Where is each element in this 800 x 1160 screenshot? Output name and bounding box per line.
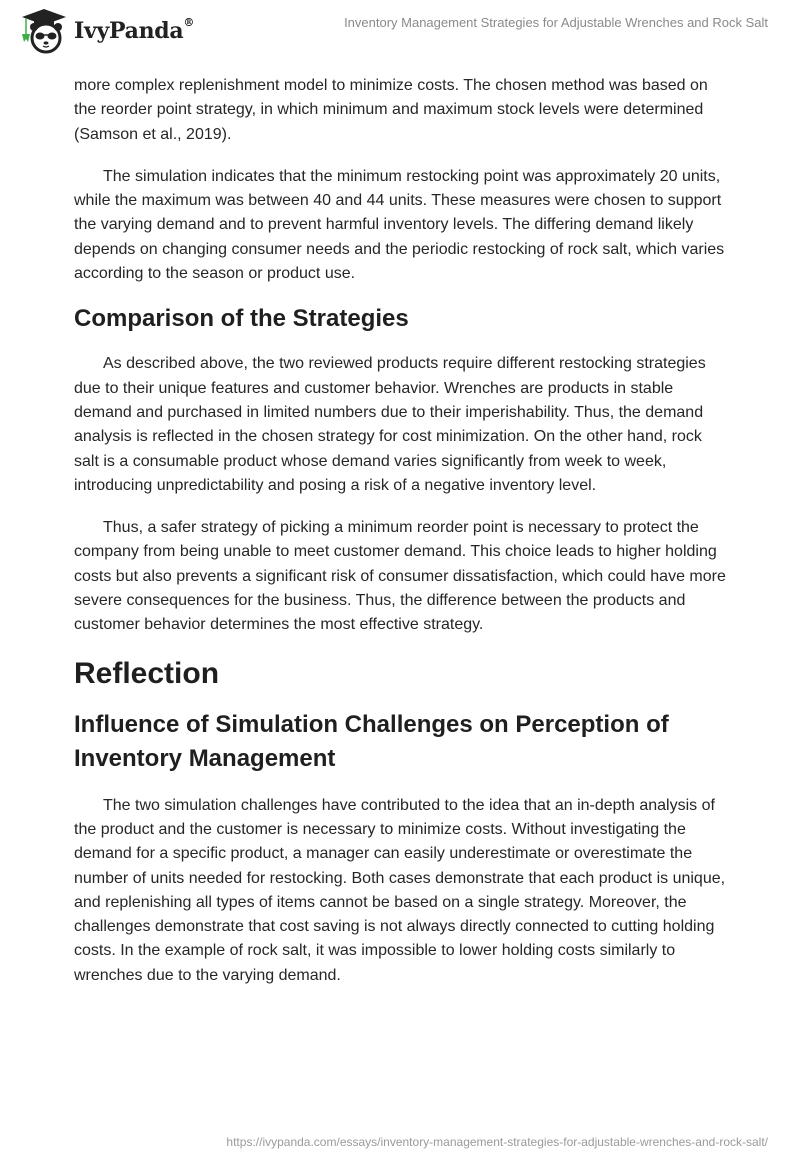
logo-name: IvyPanda [74,18,184,44]
registered-mark: ® [183,16,195,29]
paragraph-influence: The two simulation challenges have contributed to the idea that an in-depth analysis of the product and the customer is necessary to minimize costs. Without investigating the demand for a specific product, a manager can easily underestimate or overestimate the number of units needed for restocking. Both cases demonstrate that each product is unique, and replenishing all types of items cannot be based on a single strategy. Moreover, the challenges demonstrate that cost saving is not always directly connected to cutting holding costs. In the example of rock salt, it was impossible to lower holding costs similarly to wrenches due to the varying demand. [74,796,726,984]
paragraph-comparison-2: Thus, a safer strategy of picking a minimum reorder point is necessary to protect the company from being unable to meet customer demand. This choice leads to higher holding costs but also prevents a significant risk of consumer dissatisfaction, which could have more severe consequences for the business. Thus, the difference between the products and customer behavior determines the most effective strategy. [74,519,726,634]
document-title: Inventory Management Strategies for Adjustable Wrenches and Rock Salt [344,15,768,30]
page-header [0,0,800,60]
essay-body [74,74,730,1006]
paragraph-continuation: more complex replenishment model to minimize costs. The chosen method was based on the reorder point strategy, in which minimum and maximum stock levels were determined (Samson et al., 2019). [74,77,708,143]
ivypanda-logo[interactable] [20,8,194,54]
logo-wordmark [74,18,194,44]
heading-reflection: Reflection [74,656,220,690]
panda-graduate-icon [20,8,68,54]
source-url[interactable]: https://ivypanda.com/essays/inventory-management-strategies-for-adjustable-wrenches-and-rock-salt/ [226,1135,768,1149]
heading-comparison: Comparison of the Strategies [74,305,409,333]
paragraph-simulation-results: The simulation indicates that the minimum restocking point was approximately 20 units, while the maximum was between 40 and 44 units. These measures were chosen to support the varying demand and to prevent harmful inventory levels. The differing demand likely depends on changing consumer needs and the periodic restocking of rock salt, which varies according to the season or product use. [74,167,725,283]
paragraph-comparison-1: As described above, the two reviewed products require different restocking strategies due to their unique features and customer behavior. Wrenches are products in stable demand and purchased in limited numbers due to their imperishability. Thus, the demand analysis is reflected in the chosen strategy for cost minimization. On the other hand, rock salt is a consumable product whose demand varies significantly from week to week, introducing unpredictability and posing a risk of a negative inventory level. [74,355,706,494]
heading-influence: Influence of Simulation Challenges on Perception of Inventory Management [74,710,669,772]
